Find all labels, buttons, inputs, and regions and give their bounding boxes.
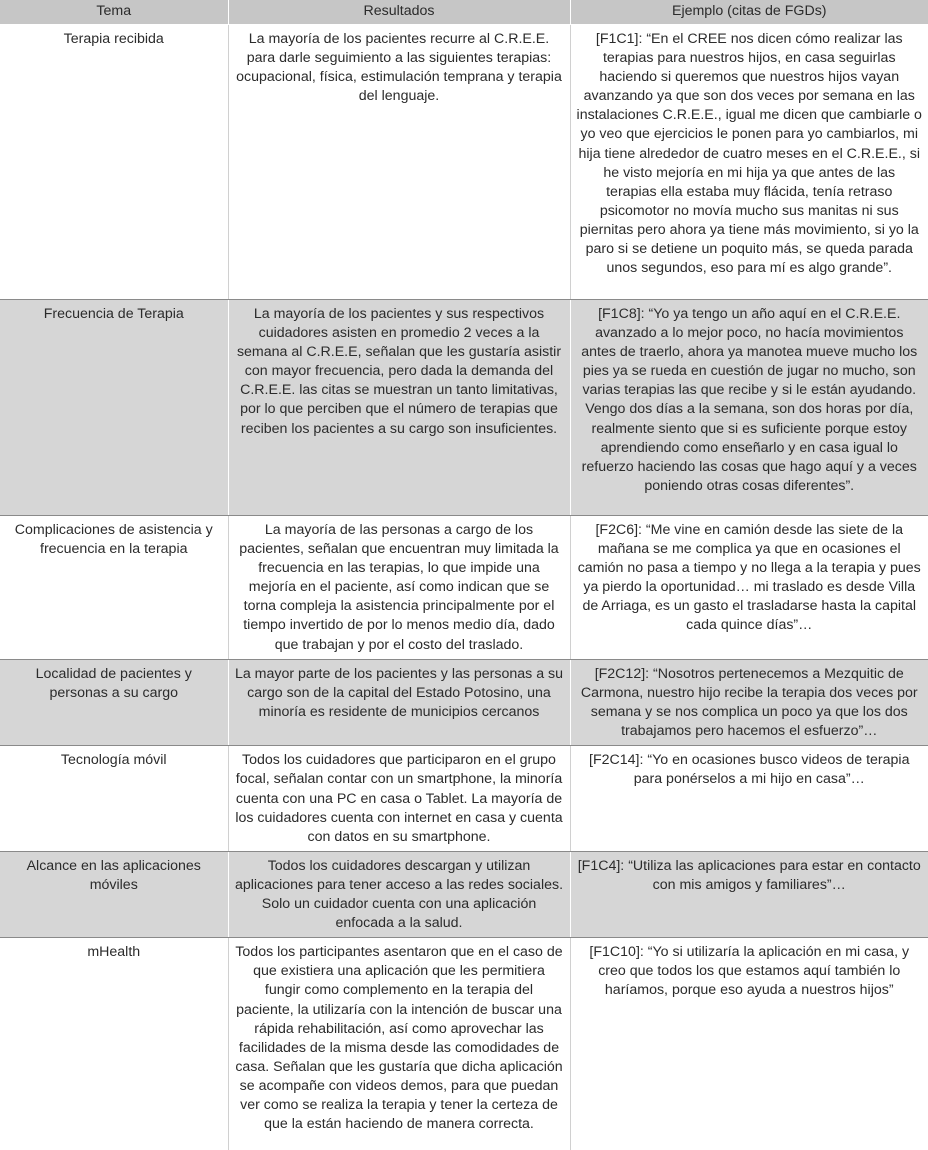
table-row <box>0 938 928 1150</box>
ejemplo-cell: [F2C6]: “Me vine en camión desde las siete de la mañana se me complica ya que en ocasiones el camión no pasa a tiempo y no llega a la terapia y pues ya pierdo la oportunidad… mi traslado es desde Villa de Arriaga, es un gasto el trasladarse hasta la capital cada quince días”… <box>570 516 928 660</box>
table-row <box>0 746 928 851</box>
table-row <box>0 25 928 300</box>
header-tema: Tema <box>0 0 228 25</box>
resultados-cell: La mayoría de los pacientes recurre al C.R.E.E. para darle seguimiento a las siguientes terapias: ocupacional, física, estimulación temprana y terapia del lenguaje. <box>228 25 570 300</box>
resultados-cell: La mayoría de las personas a cargo de los pacientes, señalan que encuentran muy limitada la frecuencia en las terapias, lo que impide una mejoría en el paciente, así como indican que se torna compleja la asistencia principalmente por el tiempo invertido de por lo menos medio día, dado que trabajan y por el costo del traslado. <box>228 516 570 660</box>
resultados-cell: La mayoría de los pacientes y sus respectivos cuidadores asisten en promedio 2 veces a la semana al C.R.E.E, señalan que les gustaría asistir con mayor frecuencia, pero dada la demanda del C.R.E.E. las citas se muestran un tanto limitativas, por lo que perciben que el número de terapias que reciben los pacientes a su cargo son insuficientes. <box>228 300 570 516</box>
resultados-cell: Todos los participantes asentaron que en el caso de que existiera una aplicación que les permitiera fungir como complemento en la terapia del paciente, la utilizaría con la intención de buscar una rápida rehabilitación, así como aprovechar las facilidades de la misma desde las comodidades de casa. Señalan que les gustaría que dicha aplicación se acompañe con videos demos, para que puedan ver como se realiza la terapia y tener la certeza de que la están haciendo de manera correcta. <box>228 938 570 1150</box>
table-row <box>0 660 928 746</box>
ejemplo-cell: [F2C12]: “Nosotros pertenecemos a Mezquitic de Carmona, nuestro hijo recibe la terapia dos veces por semana y se nos complica un poco ya que los dos trabajamos pero hacemos el esfuerzo”… <box>570 660 928 746</box>
resultados-cell: La mayor parte de los pacientes y las personas a su cargo son de la capital del Estado Potosino, una minoría es residente de municipios cercanos <box>228 660 570 746</box>
header-ejemplo: Ejemplo (citas de FGDs) <box>570 0 928 25</box>
table-row <box>0 516 928 660</box>
tema-cell: Localidad de pacientes y personas a su cargo <box>0 660 228 746</box>
resultados-cell: Todos los cuidadores que participaron en el grupo focal, señalan contar con un smartphone, la minoría cuenta con una PC en casa o Tablet. La mayoría de los cuidadores cuenta con internet en casa y cuenta con datos en su smartphone. <box>228 746 570 851</box>
table-row <box>0 851 928 937</box>
tema-cell: Complicaciones de asistencia y frecuencia en la terapia <box>0 516 228 660</box>
tema-cell: Alcance en las aplicaciones móviles <box>0 851 228 937</box>
table-row <box>0 300 928 516</box>
ejemplo-cell: [F1C10]: “Yo si utilizaría la aplicación en mi casa, y creo que todos los que estamos aquí también lo haríamos, porque eso ayuda a nuestros hijos” <box>570 938 928 1150</box>
resultados-cell: Todos los cuidadores descargan y utilizan aplicaciones para tener acceso a las redes sociales. Solo un cuidador cuenta con una aplicación enfocada a la salud. <box>228 851 570 937</box>
header-row <box>0 0 928 25</box>
ejemplo-cell: [F1C4]: “Utiliza las aplicaciones para estar en contacto con mis amigos y familiares”… <box>570 851 928 937</box>
tema-cell: Tecnología móvil <box>0 746 228 851</box>
ejemplo-cell: [F2C14]: “Yo en ocasiones busco videos de terapia para ponérselos a mi hijo en casa”… <box>570 746 928 851</box>
header-resultados: Resultados <box>228 0 570 25</box>
ejemplo-cell: [F1C8]: “Yo ya tengo un año aquí en el C.R.E.E. avanzado a lo mejor poco, no hacía movimientos antes de traerlo, ahora ya manotea mueve mucho los pies ya se rueda en cuestión de jugar no mucho, son varias terapias las que recibe y si le están ayudando. Vengo dos días a la semana, son dos horas por día, realmente siento que si es suficiente porque estoy aprendiendo como enseñarlo y en casa igual lo refuerzo haciendo las cosas que hago aquí y a veces poniendo otras cosas diferentes”. <box>570 300 928 516</box>
ejemplo-cell: [F1C1]: “En el CREE nos dicen cómo realizar las terapias para nuestros hijos, en casa seguirlas haciendo si queremos que nuestros hijos vayan avanzando ya que son dos veces por semana en las instalaciones C.R.E.E., igual me dicen que cambiarle o yo veo que ejercicios le ponen para yo cambiarlos, mi hija tiene alrededor de cuatro meses en el C.R.E.E., si he visto mejoría en mi hija ya que antes de las terapias ella estaba muy flácida, tenía retraso psicomotor no movía mucho sus manitas ni sus piernitas pero ahora ya tiene más movimiento, si yo la paro si se detiene un poquito más, se queda parada unos segundos, eso para mí es algo grande”. <box>570 25 928 300</box>
tema-cell: Terapia recibida <box>0 25 228 300</box>
tema-cell: mHealth <box>0 938 228 1150</box>
tema-cell: Frecuencia de Terapia <box>0 300 228 516</box>
